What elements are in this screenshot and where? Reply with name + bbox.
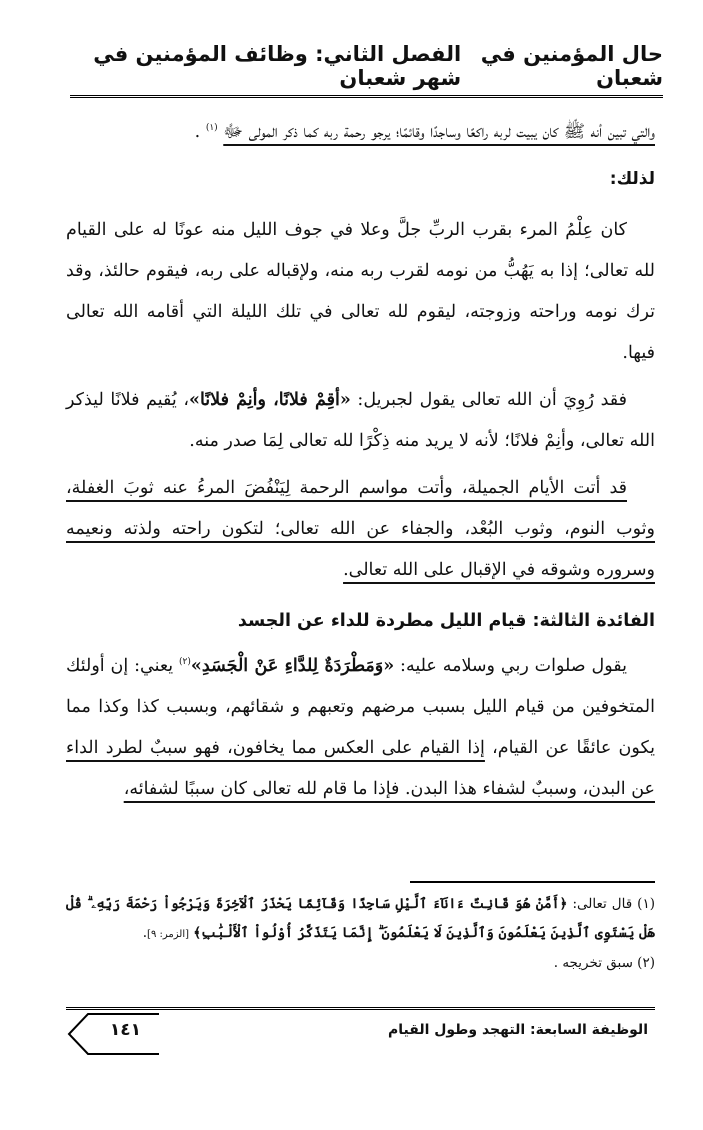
- intro-end: .: [194, 122, 201, 142]
- section-heading: الفائدة الثالثة: قيام الليل مطردة للداء عن الجسد: [237, 611, 655, 631]
- footnote-ref-1: (١): [205, 123, 218, 134]
- footnote-1-verse: ﴿أَمَّنْ هُوَ قَانِتٌ ءَانَآءَ ٱلَّيْلِ سَاجِدًا وَقَآئِمًا يَحْذَرُ ٱلْآخِرَةَ وَيَرْجُواْ رَحْمَةَ رَبِّهِۦ ۗ قُلْ هَلْ يَسْتَوِى ٱلَّذِينَ يَعْلَمُونَ وَٱلَّذِينَ لَا يَعْلَمُونَ ۗ إِنَّمَا يَتَذَكَّرُ أُوْلُواْ ٱلْأَلْبَٰبِ﴾: [66, 896, 655, 941]
- narration-start: فقد رُوِيَ أن الله تعالى يقول لجبريل:: [357, 390, 627, 410]
- benefit-mid: يعني: إن أولئك المتخوفين من قيام الليل بسبب مرضهم وتعبهم و شقائهم، وبسبب كذا وكذا مما يكون عائقًا عن القيام،: [66, 656, 655, 758]
- footnote-1-label: (١) قال تعالى:: [572, 896, 655, 912]
- paragraph-narration: [66, 380, 655, 462]
- intro-paragraph: [66, 112, 655, 153]
- footnotes: [66, 890, 655, 978]
- benefit-quote: «وَمَطْرَدَةٌ لِلدَّاءِ عَنْ الْجَسَدِ»: [190, 656, 395, 676]
- footnote-1: [66, 890, 655, 949]
- page-number: ١٤١: [109, 1020, 142, 1040]
- benefit-underlined: إذا القيام على العكس مما يخافون، فهو سببٌ لطرد الداء عن البدن، وسببٌ لشفاء هذا البدن. فإذا ما قام لله تعالى كان سببًا لشفائه،: [66, 738, 655, 799]
- seasons-text: قد أتت الأيام الجميلة، وأتت مواسم الرحمة لِيَنْفُضَ المرءُ عنه ثوبَ الغفلة، وثوب النوم، وثوب البُعْد، والجفاء عن الله تعالى؛ لتكون راحته ولذته ونعيمه وسروره وشوقه في الإقبال على الله تعالى.: [66, 478, 655, 580]
- footnote-2: (٢) سبق تخريجه .: [553, 955, 655, 971]
- narration-end: ، يُقيم فلانًا ليذكر الله تعالى، وأنِمْ فلانًا؛ لأنه لا يريد منه ذِكْرًا لله تعالى لِمَا صدر منه.: [66, 390, 655, 451]
- footnote-divider: [410, 881, 655, 883]
- footnote-ref-2: (٢): [179, 657, 191, 668]
- footnote-1-reference: [الزمر: ٩]: [147, 929, 189, 940]
- therefore-heading: لذلك:: [609, 169, 655, 189]
- paragraph-seasons: [66, 468, 655, 591]
- benefit-start: يقول صلوات ربي وسلامه عليه:: [400, 656, 627, 676]
- header-divider: [70, 95, 663, 98]
- running-header: [70, 42, 663, 90]
- footnote-1-end: .: [142, 925, 148, 941]
- narration-quote: «أقِمْ فلانًا، وأنِمْ فلانًا»: [189, 390, 351, 410]
- footer-divider: [66, 1007, 655, 1010]
- page-number-tab: [66, 1012, 161, 1056]
- chapter-title: الفصل الثاني: وظائف المؤمنين في شهر شعبان: [93, 42, 462, 90]
- footer-title: الوظيفة السابعة: التهجد وطول القيام: [388, 1022, 648, 1038]
- paragraph-benefit: [66, 646, 655, 810]
- main-text: [66, 112, 655, 816]
- intro-text: والتي تبين أنه ﷺ كان يبيت لربه راكعًا وساجدًا وقائمًا؛ يرجو رحمة ربه كما ذكر المولى ﷻ: [223, 122, 655, 142]
- paragraph-knowledge: كان عِلْمُ المرء بقرب الربِّ جلَّ وعلا في جوف الليل منه عونًا له على القيام لله تعالى؛ إذا به يَهُبُّ من نومه لقرب ربه منه، ولإقباله على ربه، فيقوم حالئذ، وقد ترك نومه وراحته وزوجته، ليقوم لله تعالى في تلك الليلة التي أقامه الله تعالى فيها.: [66, 220, 655, 363]
- book-title: حال المؤمنين في شعبان: [480, 42, 663, 90]
